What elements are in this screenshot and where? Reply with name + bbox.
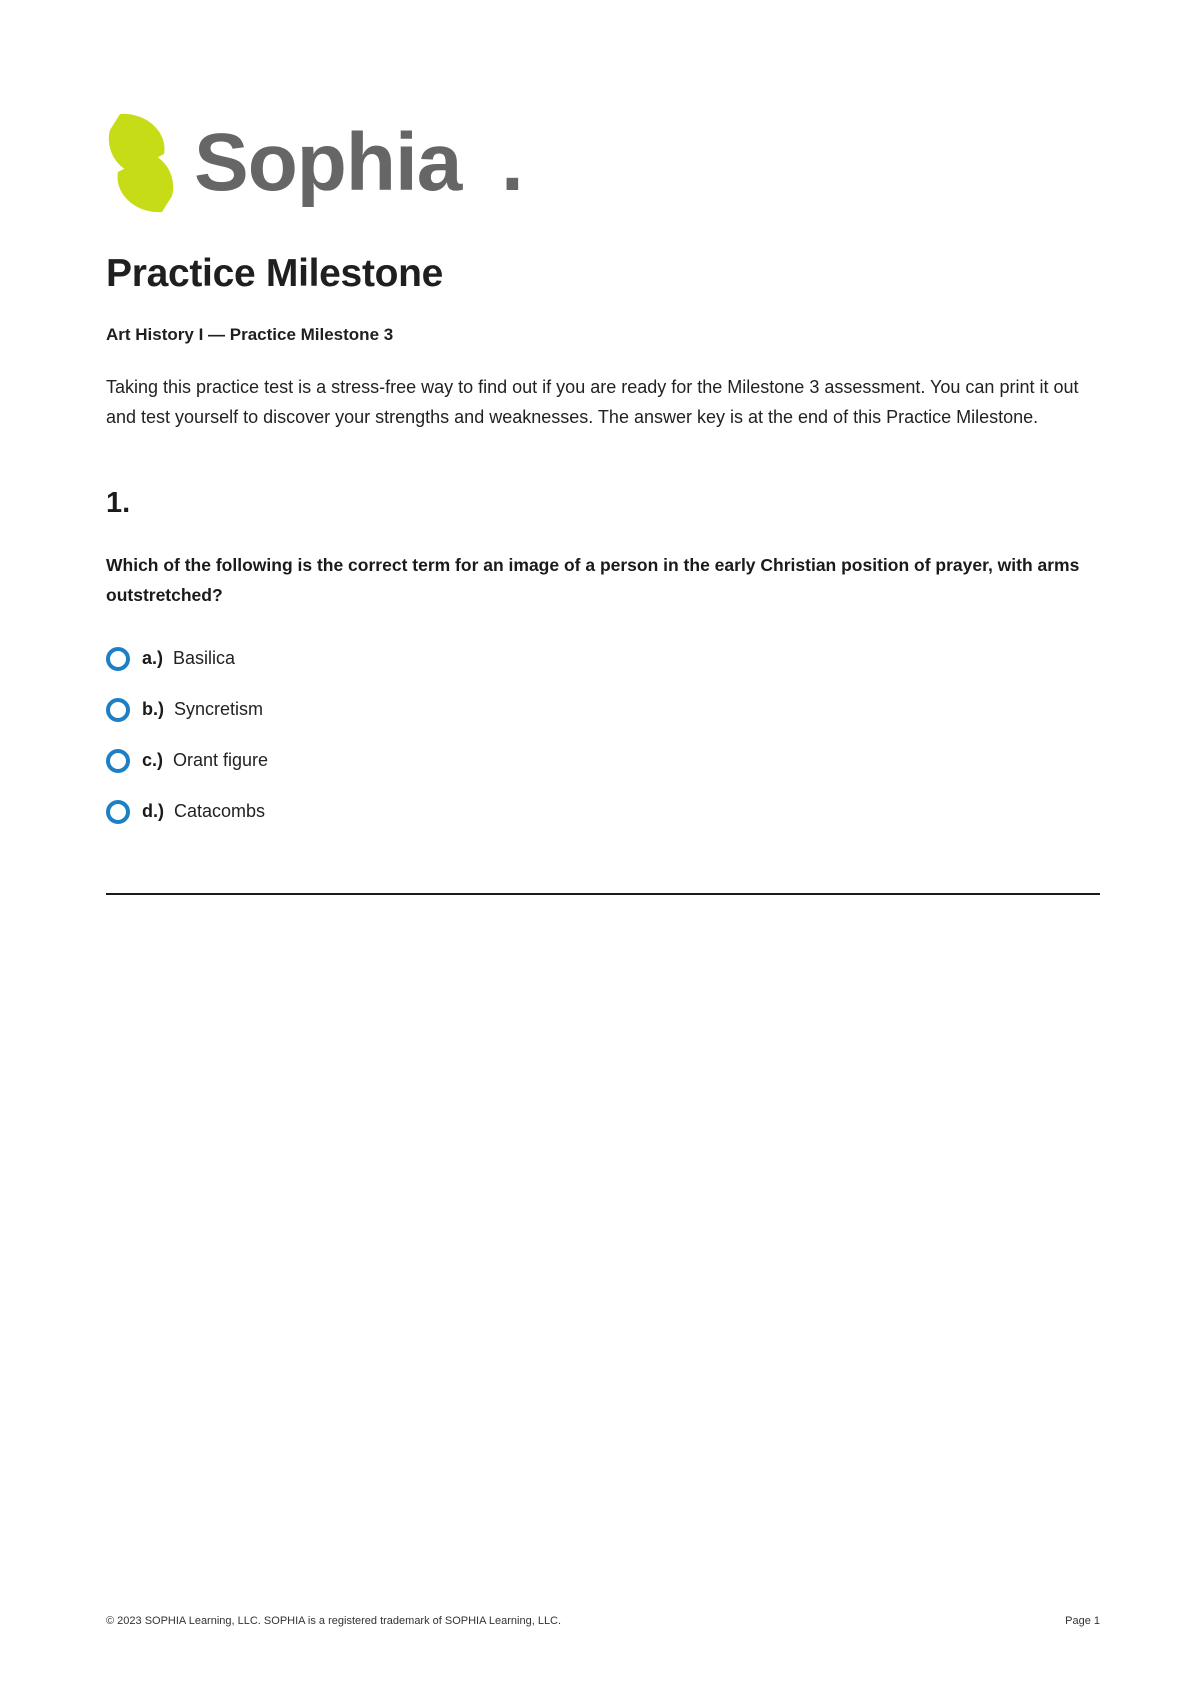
option-letter: b.) (142, 699, 164, 719)
answer-option-d[interactable] (106, 786, 268, 837)
footer-copyright: © 2023 SOPHIA Learning, LLC. SOPHIA is a registered trademark of SOPHIA Learning, LLC. (106, 1615, 562, 1627)
answer-option-b[interactable] (106, 684, 268, 735)
option-text: Syncretism (174, 699, 264, 719)
option-text: Catacombs (174, 801, 266, 821)
course-subtitle: Art History I — Practice Milestone 3 (106, 325, 394, 344)
logo-dot: . (501, 117, 524, 208)
radio-icon[interactable] (106, 698, 130, 722)
option-letter: a.) (142, 648, 164, 668)
intro-paragraph: Taking this practice test is a stress-free way to find out if you are ready for the Milestone 3 assessment. You can print it out and test yourself to discover your strengths and weaknesses. The answer key is at the end of this Practice Milestone. (106, 377, 1079, 427)
answer-options (106, 633, 268, 837)
answer-option-c[interactable] (106, 735, 268, 786)
sophia-logo (106, 112, 526, 216)
option-text: Orant figure (173, 750, 269, 770)
question-text: Which of the following is the correct term for an image of a person in the early Christian position of prayer, with arms outstretched? (106, 555, 1080, 605)
document-page (106, 0, 1100, 1698)
footer-page-number: Page 1 (1065, 1615, 1100, 1627)
section-divider (106, 893, 1100, 895)
option-letter: c.) (142, 750, 164, 770)
page-title: Practice Milestone (106, 252, 444, 295)
radio-icon[interactable] (106, 647, 130, 671)
radio-icon[interactable] (106, 749, 130, 773)
logo-wordmark: Sophia (194, 117, 462, 208)
radio-icon[interactable] (106, 800, 130, 824)
sophia-mark-icon (109, 114, 173, 212)
option-letter: d.) (142, 801, 164, 821)
answer-option-a[interactable] (106, 633, 268, 684)
option-text: Basilica (173, 648, 236, 668)
question-number: 1. (106, 487, 131, 519)
